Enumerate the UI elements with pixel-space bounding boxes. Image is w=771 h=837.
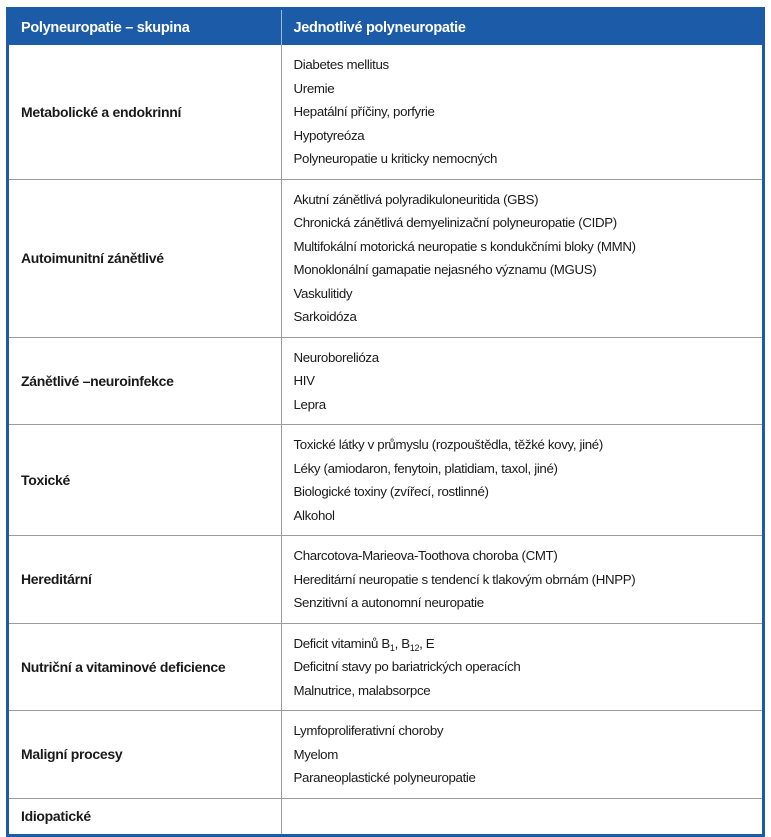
list-item: Akutní zánětlivá polyradikuloneuritida (GBS): [293, 191, 539, 207]
polyneuropathy-table: [9, 10, 762, 834]
list-item: Myelom: [293, 746, 338, 762]
vitamin-subscript: 12: [409, 642, 420, 653]
group-cell: Maligní procesy: [9, 711, 281, 799]
items-cell: [281, 425, 762, 536]
table-row: [9, 425, 762, 536]
list-item: Hereditární neuropatie s tendencí k tlakovým obrnám (HNPP): [293, 571, 636, 587]
list-item: Monoklonální gamapatie nejasného významu (MGUS): [293, 262, 597, 277]
table-row: [9, 798, 762, 834]
vitamin-subscript: 1: [389, 642, 395, 653]
group-cell: Metabolické a endokrinní: [9, 45, 281, 179]
items-cell: [281, 711, 762, 799]
items-cell: [281, 536, 762, 624]
list-item: Senzitivní a autonomní neuropatie: [293, 595, 484, 610]
list-item: Sarkoidóza: [293, 309, 357, 324]
vitamin-list-item: [294, 632, 757, 656]
list-item: Léky (amiodaron, fenytoin, platidiam, taxol, jiné): [293, 460, 558, 476]
list-item: HIV: [293, 373, 315, 388]
group-cell: Idiopatické: [9, 798, 281, 834]
list-item: Polyneuropatie u kriticky nemocných: [293, 151, 498, 166]
list-item: Chronická zánětlivá demyelinizační polyneuropatie (CIDP): [293, 215, 617, 230]
list-item: Hypotyreóza: [293, 127, 365, 143]
items-cell: [281, 337, 762, 425]
list-item: Vaskulitidy: [293, 285, 353, 301]
group-cell: Hereditární: [9, 536, 281, 624]
table-row: [9, 711, 762, 799]
polyneuropathy-table-frame: [6, 7, 765, 837]
list-item: Neuroborelióza: [293, 349, 379, 365]
group-cell: Nutriční a vitaminové deficience: [9, 623, 281, 711]
list-item: Diabetes mellitus: [293, 57, 389, 72]
list-item: Charcotova-Marieova-Toothova choroba (CMT): [293, 548, 558, 563]
table-row: [9, 536, 762, 624]
group-cell: Autoimunitní zánětlivé: [9, 179, 281, 337]
vitamin-prefix: Deficit vitaminů B: [293, 635, 390, 651]
items-cell-empty: [281, 798, 762, 834]
list-item: Lepra: [293, 396, 326, 412]
list-item: Multifokální motorická neuropatie s kondukčními bloky (MMN): [293, 238, 636, 254]
list-item: Biologické toxiny (zvířecí, rostlinné): [293, 484, 489, 499]
list-item: Alkohol: [293, 507, 335, 523]
vitamin-separator: , B: [394, 635, 410, 651]
header-group-column: Polyneuropatie – skupina: [9, 10, 281, 45]
header-row: [9, 10, 762, 45]
table-row: [9, 45, 762, 179]
header-items-column: Jednotlivé polyneuropatie: [281, 10, 762, 45]
items-cell: [281, 623, 762, 711]
list-item: Hepatální příčiny, porfyrie: [293, 104, 435, 119]
table-body: [9, 45, 762, 834]
vitamin-suffix: , E: [419, 635, 435, 651]
list-item: Toxické látky v průmyslu (rozpouštědla, těžké kovy, jiné): [293, 437, 603, 452]
table-header: [9, 10, 762, 45]
table-row: [9, 337, 762, 425]
items-cell: [281, 45, 762, 179]
group-cell: Zánětlivé –neuroinfekce: [9, 337, 281, 425]
items-cell: [281, 179, 762, 337]
table-row: [9, 179, 762, 337]
list-item: Uremie: [293, 80, 335, 96]
list-item: Deficitní stavy po bariatrických operacích: [293, 659, 521, 674]
group-cell: Toxické: [9, 425, 281, 536]
list-item: Paraneoplastické polyneuropatie: [293, 770, 476, 785]
list-item: Malnutrice, malabsorpce: [293, 682, 431, 698]
list-item: Lymfoproliferativní choroby: [293, 723, 444, 738]
table-row: [9, 623, 762, 711]
